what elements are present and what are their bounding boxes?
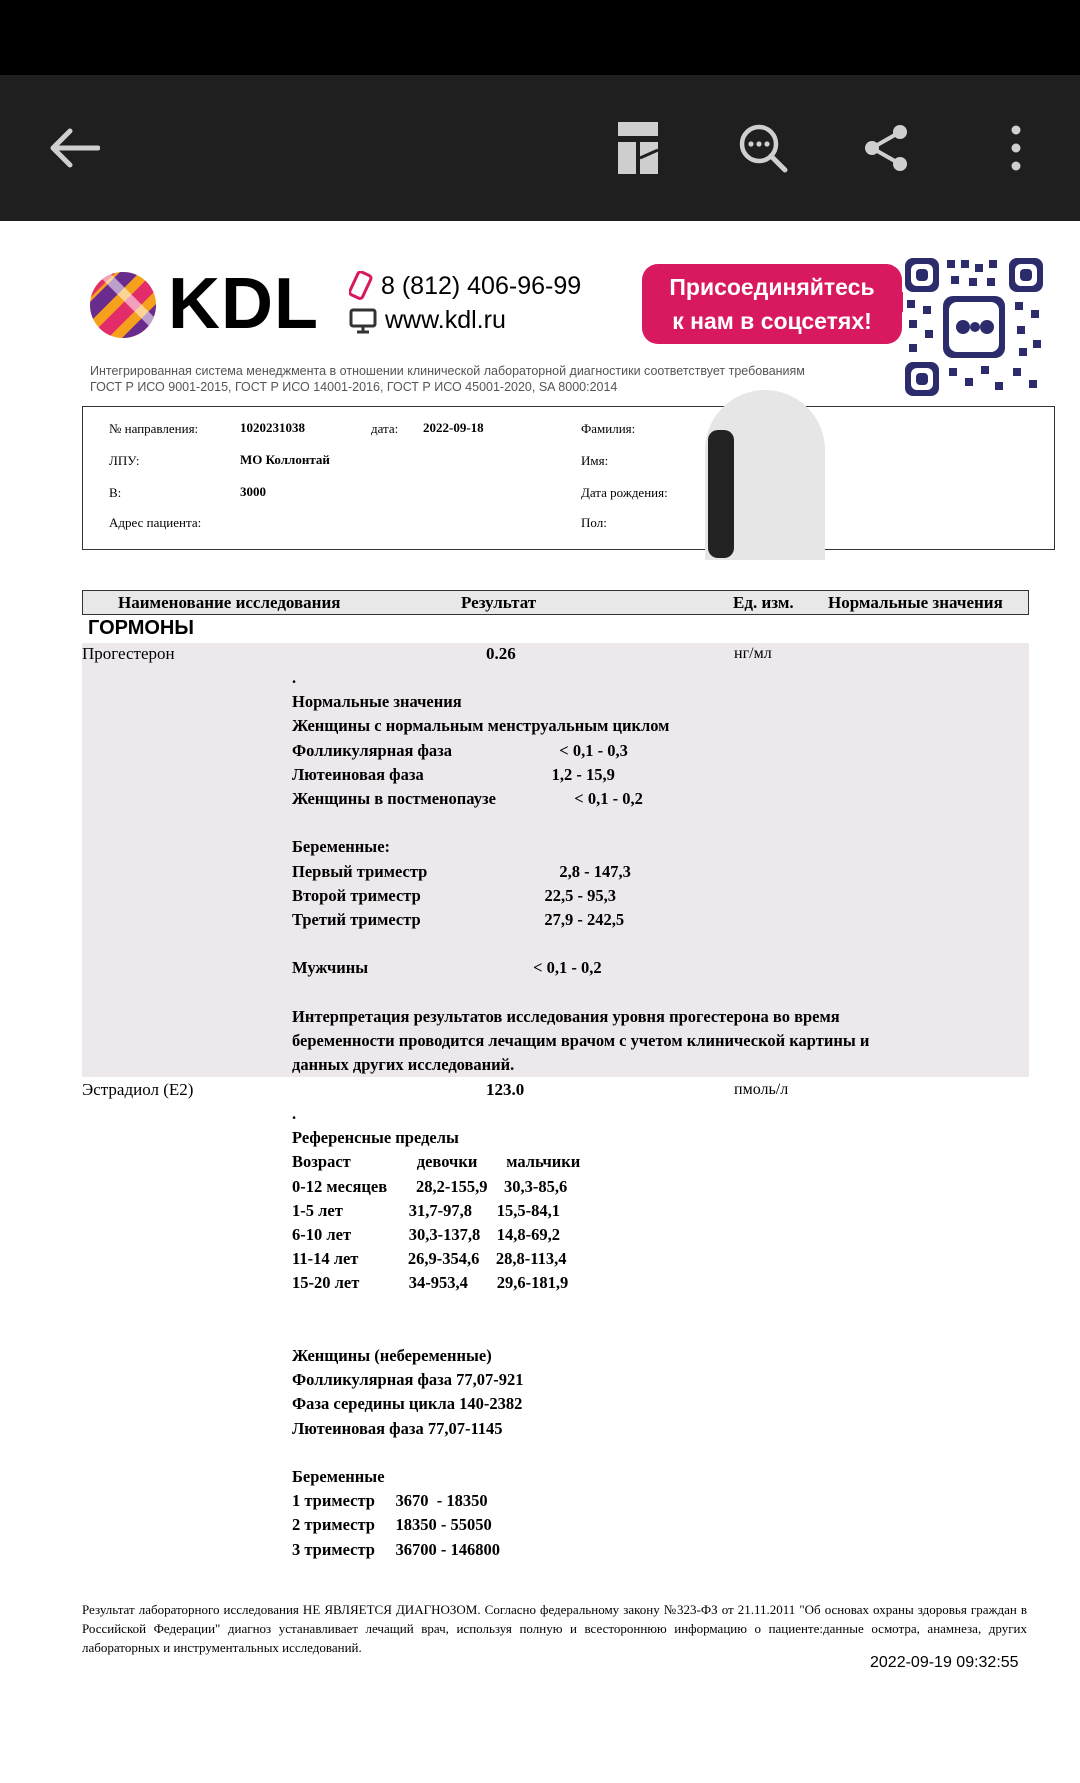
estradiol-unit: пмоль/л: [734, 1081, 789, 1098]
viewer-toolbar: [0, 75, 1080, 221]
more-vert-icon: [1010, 125, 1022, 171]
back-arrow-icon: [48, 127, 100, 169]
progesterone-note-line: Нормальные значения: [292, 692, 462, 712]
print-timestamp: 2022-09-19 09:32:55: [870, 1654, 1019, 1671]
estradiol-note-line: Возраст девочки мальчики: [292, 1152, 581, 1172]
estradiol-note-line: 1-5 лет 31,7-97,8 15,5-84,1: [292, 1200, 561, 1220]
progesterone-note-line: Второй триместр 22,5 - 95,3: [292, 885, 617, 905]
progesterone-note-line: Лютеиновая фаза 1,2 - 15,9: [292, 764, 615, 784]
progesterone-unit: нг/мл: [734, 645, 772, 662]
col-unit: Ед. изм.: [733, 593, 794, 612]
estradiol-value: 123.0: [486, 1080, 525, 1099]
back-button[interactable]: [26, 75, 122, 221]
certification-note: [90, 363, 990, 395]
status-bar: [0, 0, 1080, 75]
col-result: Результат: [461, 593, 537, 612]
estradiol-note-line: Беременные: [292, 1467, 385, 1486]
reading-mode-icon: [616, 120, 660, 176]
estradiol-note-line: 3 триместр 36700 - 146800: [292, 1539, 501, 1559]
estradiol-note-line: Фолликулярная фаза 77,07-921: [292, 1370, 524, 1390]
col-test-name: Наименование исследования: [118, 593, 341, 612]
promo-line-1: Присоединяйтесь: [669, 274, 875, 300]
progesterone-note-line: .: [292, 668, 297, 687]
estradiol-note-line: 6-10 лет 30,3-137,8 14,8-69,2: [292, 1225, 561, 1244]
phone-icon: [349, 271, 373, 301]
lpu-label: ЛПУ:: [109, 453, 140, 468]
share-icon: [863, 124, 909, 172]
cert-line-2: ГОСТ Р ИСО 9001-2015, ГОСТ Р ИСО 14001-2016, ГОСТ Р ИСО 45001-2020, SA 8000:2014: [90, 380, 618, 394]
estradiol-note-line: 15-20 лет 34-953,4 29,6-181,9: [292, 1273, 569, 1293]
zoom-search-icon: [738, 123, 788, 173]
monitor-icon: [349, 308, 377, 334]
website-url: www.kdl.ru: [385, 306, 506, 334]
progesterone-note-line: Фолликулярная фаза < 0,1 - 0,3: [292, 740, 628, 760]
estradiol-note-line: Женщины (небеременные): [292, 1346, 492, 1365]
progesterone-note-line: беременности проводится лечащим врачом с учетом клинической картины и: [292, 1031, 870, 1050]
results-table-header: [82, 590, 1029, 615]
zoom-search-button[interactable]: [715, 75, 811, 221]
patient-info-box: [82, 406, 1055, 550]
phone-number: 8 (812) 406-96-99: [381, 271, 582, 300]
address-label: Адрес пациента:: [109, 515, 202, 530]
referral-number: 1020231038: [240, 420, 305, 435]
col-normal: Нормальные значения: [828, 593, 1003, 612]
social-promo-banner: [642, 264, 902, 344]
estradiol-note-line: Лютеиновая фаза 77,07-1145: [292, 1418, 503, 1438]
progesterone-value: 0.26: [486, 644, 516, 663]
date-value: 2022-09-18: [423, 420, 484, 435]
name-label: Имя:: [581, 453, 609, 468]
cert-line-1: Интегрированная система менеджмента в отношении клинической лабораторной диагностики соответствует требованиям: [90, 364, 805, 378]
progesterone-note-line: Беременные:: [292, 837, 391, 857]
surname-label: Фамилия:: [581, 421, 636, 436]
redaction-mark: [708, 430, 734, 558]
reading-mode-button[interactable]: [590, 75, 686, 221]
progesterone-note-line: Первый триместр 2,8 - 147,3: [292, 861, 631, 881]
sex-label: Пол:: [581, 515, 607, 530]
lpu-value: МО Коллонтай: [240, 452, 330, 467]
date-label: дата:: [371, 421, 399, 436]
v-value: 3000: [240, 484, 266, 499]
more-options-button[interactable]: [968, 75, 1064, 221]
website-contact: [349, 306, 506, 335]
progesterone-note-line: Женщины в постменопаузе < 0,1 - 0,2: [292, 789, 643, 808]
estradiol-note-line: 1 триместр 3670 - 18350: [292, 1491, 488, 1511]
promo-line-2: к нам в соцсетях!: [672, 308, 872, 334]
progesterone-note-line: Третий триместр 27,9 - 242,5: [292, 910, 625, 929]
progesterone-note-line: Интерпретация результатов исследования уровня прогестерона во время: [292, 1006, 840, 1026]
share-button[interactable]: [838, 75, 934, 221]
phone-contact: [349, 271, 581, 301]
dob-label: Дата рождения:: [581, 485, 668, 500]
estradiol-note-line: 2 триместр 18350 - 55050: [292, 1515, 492, 1535]
estradiol-note-line: Фаза середины цикла 140-2382: [292, 1394, 523, 1414]
estradiol-note-line: 0-12 месяцев 28,2-155,9 30,3-85,6: [292, 1176, 568, 1196]
v-label: В:: [109, 485, 122, 500]
kdl-logo-text: KDL: [168, 264, 319, 344]
progesterone-note-line: данных других исследований.: [292, 1055, 515, 1075]
estradiol-note-line: 11-14 лет 26,9-354,6 28,8-113,4: [292, 1249, 567, 1269]
section-title: ГОРМОНЫ: [88, 617, 194, 639]
progesterone-name: Прогестерон: [82, 644, 175, 663]
estradiol-note-line: .: [292, 1104, 297, 1123]
referral-label: № направления:: [109, 421, 199, 436]
estradiol-note-line: Референсные пределы: [292, 1128, 459, 1148]
progesterone-note-line: Женщины с нормальным менструальным циклом: [292, 716, 670, 736]
disclaimer-text: Результат лабораторного исследования НЕ ЯВЛЯЕТСЯ ДИАГНОЗОМ. Согласно федеральному закону №323-ФЗ от 21.11.2011 "Об основах охраны здоровья граждан в Российской Федерации" диагноз устанавливает лечащий врач, используя полную и всестороннюю информацию о пациенте:данные осмотра, анамнеза, других лабораторных и инструментальных исследований.: [82, 1602, 1027, 1655]
estradiol-name: Эстрадиол (E2): [82, 1080, 194, 1099]
progesterone-note-line: Мужчины < 0,1 - 0,2: [292, 958, 602, 978]
